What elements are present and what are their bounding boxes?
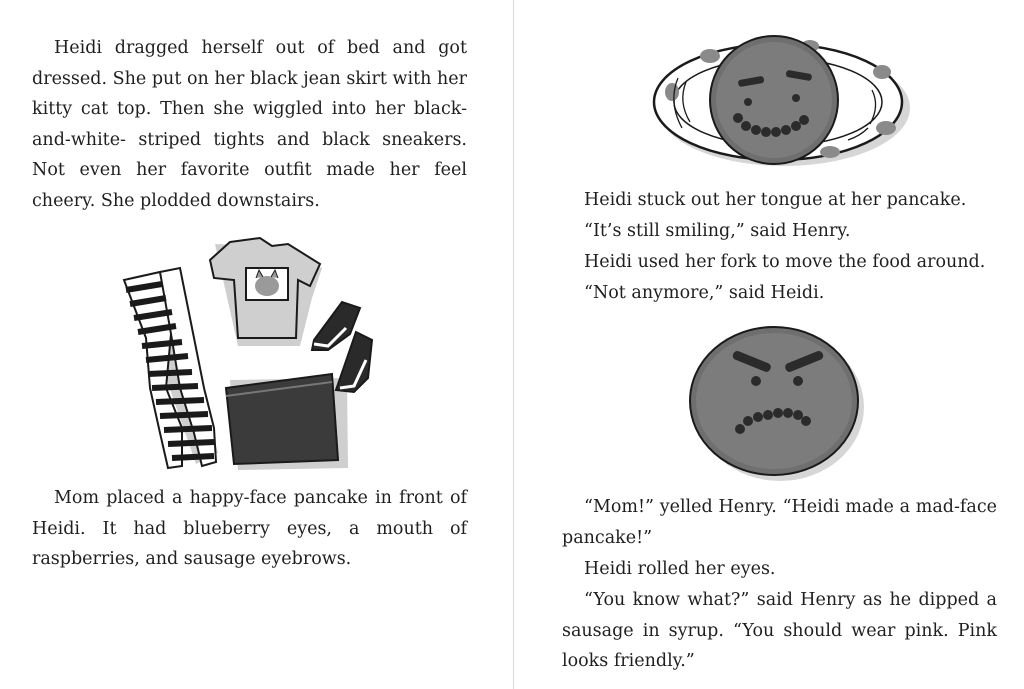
paragraph-happy-pancake: Mom placed a happy-face pancake in front of Heidi. It had blueberry eyes, a mouth of raspberries, and sausage eyebrows. xyxy=(32,488,467,570)
line-still-smiling: “It’s still smiling,” said Henry. xyxy=(584,221,851,241)
line-tongue: Heidi stuck out her tongue at her pancake. xyxy=(584,190,967,210)
line-not-anymore: “Not anymore,” said Heidi. xyxy=(584,283,825,303)
black-jean-skirt xyxy=(226,374,338,464)
paragraph-rolled-eyes: Heidi rolled her eyes. xyxy=(584,559,776,579)
happy-pancake-plate xyxy=(650,32,912,172)
line-fork: Heidi used her fork to move the food around. xyxy=(584,252,986,272)
paragraph-mom-yelled: “Mom!” yelled Henry. “Heidi made a mad-face pancake!” xyxy=(562,497,997,548)
outfit-illustration xyxy=(110,228,360,478)
paragraph-wear-pink: “You know what?” said Henry as he dipped a sausage in syrup. “You should wear pink. Pink looks friendly.” xyxy=(562,590,997,672)
paragraph-heidi-dressed: Heidi dragged herself out of bed and got dressed. She put on her black jean skirt with her kitty cat top. Then she wiggled into her black-and-white- striped tights and black sneakers. Not even her favorite outfit made her feel cheery. She plodded downstairs. xyxy=(32,38,467,211)
mad-face-pancake xyxy=(688,323,868,483)
right-page xyxy=(515,0,1024,689)
